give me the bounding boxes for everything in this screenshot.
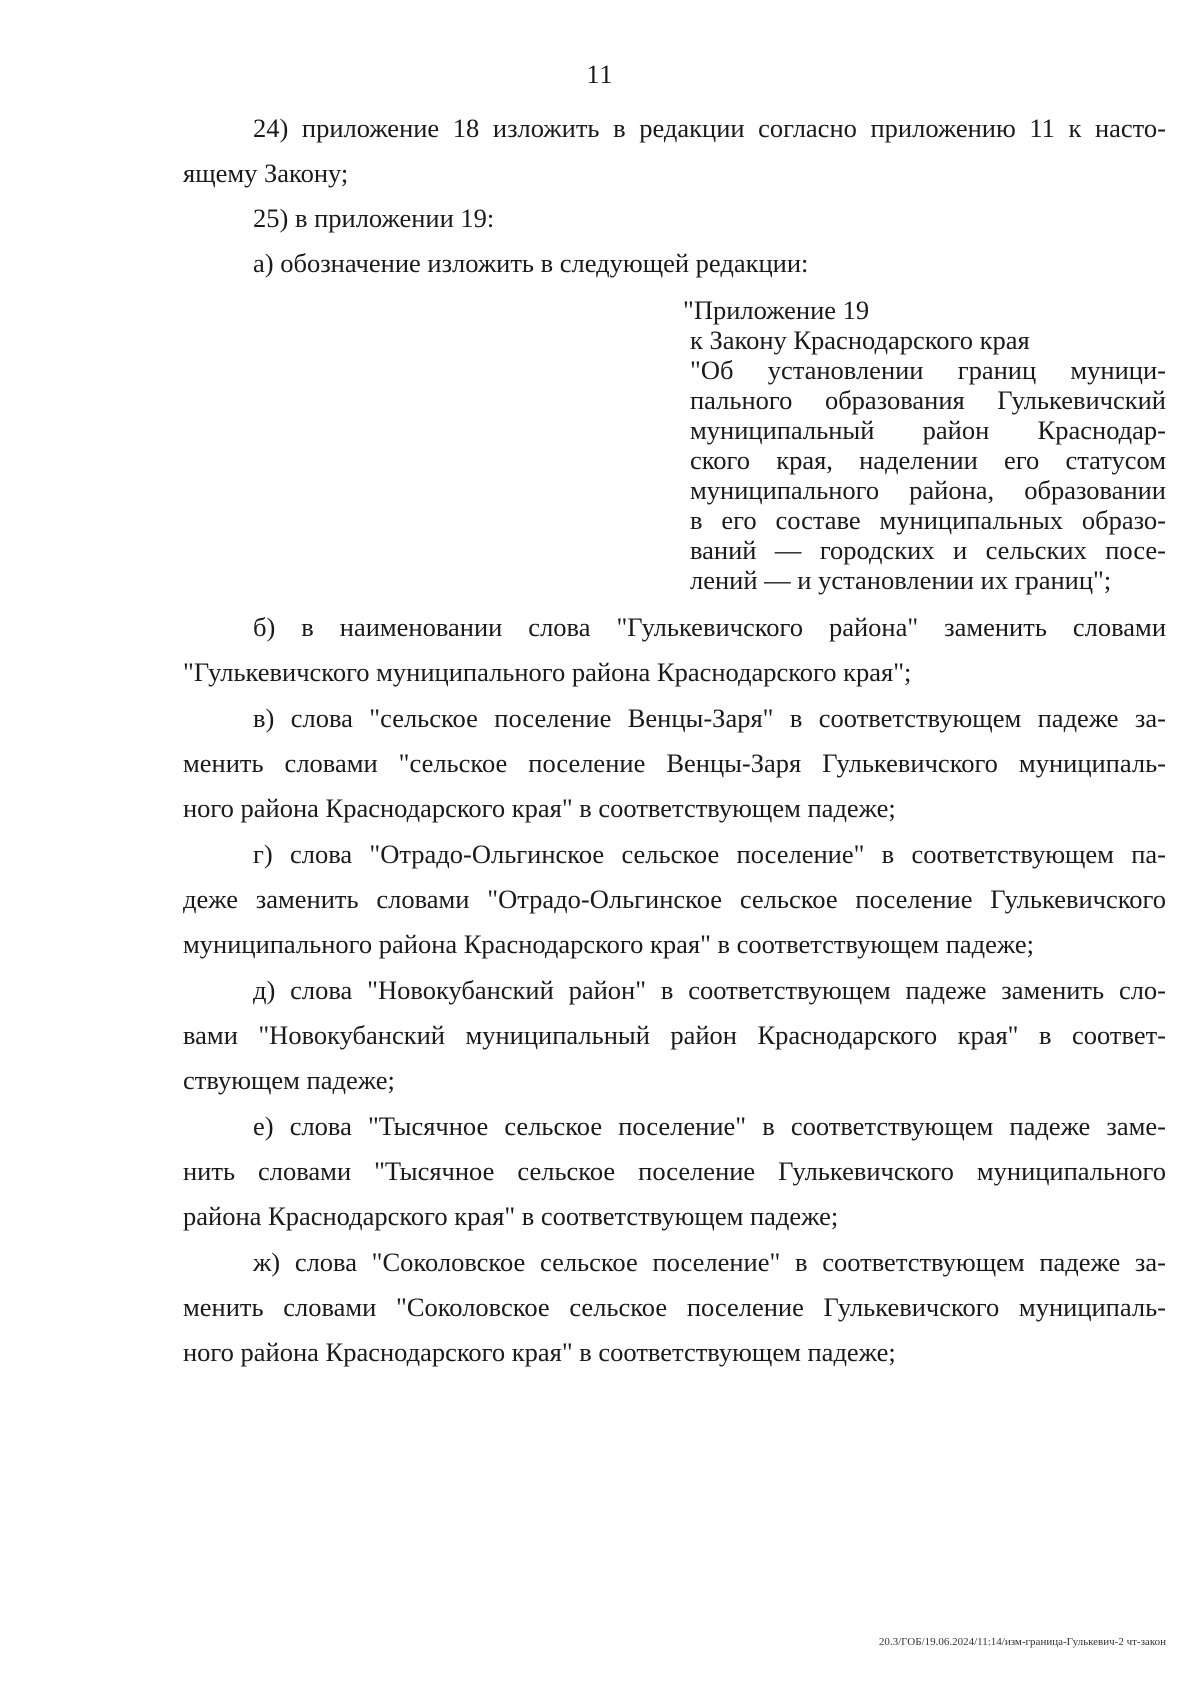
para-d-line-3: ствующем падеже; [183, 1065, 395, 1095]
annex-line-7: муниципального района, образовании [690, 475, 1166, 505]
para-g-line-1: г) слова "Отрадо-Ольгинское сельское поселение" в соответствующем па- [253, 839, 1166, 869]
annex-line-4: пального образования Гулькевичский [690, 385, 1166, 415]
annex-line-10: лений — и установлении их границ"; [690, 565, 1112, 595]
para-e-line-1: е) слова "Тысячное сельское поселение" в соответствующем падеже заме- [253, 1111, 1166, 1141]
para-b-line-1: б) в наименовании слова "Гулькевичского района" заменить словами [253, 612, 1166, 642]
para-d-line-2: вами "Новокубанский муниципальный район Краснодарского края" в соответ- [183, 1020, 1166, 1050]
annex-line-8: в его составе муниципальных образо- [690, 505, 1166, 535]
para-d-line-1: д) слова "Новокубанский район" в соответствующем падеже заменить сло- [253, 975, 1166, 1005]
item-24-line-1: 24) приложение 18 изложить в редакции согласно приложению 11 к насто- [253, 113, 1166, 143]
document-footer-code: 20.3/ГОБ/19.06.2024/11:14/изм-граница-Гулькевич-2 чт-закон [878, 1636, 1166, 1648]
para-zh-line-2: менить словами "Соколовское сельское поселение Гулькевичского муниципаль- [183, 1292, 1166, 1322]
item-a-line: а) обозначение изложить в следующей редакции: [253, 248, 809, 278]
para-zh-line-3: ного района Краснодарского края" в соответствующем падеже; [183, 1337, 896, 1367]
para-g-line-2: деже заменить словами "Отрадо-Ольгинское сельское поселение Гулькевичского [183, 884, 1166, 914]
item-25-line: 25) в приложении 19: [253, 203, 495, 233]
annex-line-2: к Закону Краснодарского края [690, 325, 1030, 355]
para-e-line-3: района Краснодарского края" в соответствующем падеже; [183, 1201, 839, 1231]
para-v-line-3: ного района Краснодарского края" в соответствующем падеже; [183, 793, 896, 823]
item-24-line-2: ящему Закону; [183, 158, 349, 188]
annex-line-9: ваний — городских и сельских посе- [690, 535, 1166, 565]
annex-line-1: "Приложение 19 [683, 295, 870, 325]
page-number: 11 [586, 60, 614, 89]
annex-line-3: "Об установлении границ муници- [690, 355, 1166, 385]
annex-line-5: муниципальный район Краснодар- [690, 415, 1166, 445]
para-zh-line-1: ж) слова "Соколовское сельское поселение" в соответствующем падеже за- [253, 1247, 1166, 1277]
para-v-line-2: менить словами "сельское поселение Венцы-Заря Гулькевичского муниципаль- [183, 748, 1166, 778]
para-v-line-1: в) слова "сельское поселение Венцы-Заря" в соответствующем падеже за- [253, 703, 1166, 733]
para-e-line-2: нить словами "Тысячное сельское поселение Гулькевичского муниципального [183, 1156, 1166, 1186]
para-g-line-3: муниципального района Краснодарского края" в соответствующем падеже; [183, 929, 1035, 959]
para-b-line-2: "Гулькевичского муниципального района Краснодарского края"; [183, 657, 912, 687]
annex-line-6: ского края, наделении его статусом [690, 445, 1166, 475]
